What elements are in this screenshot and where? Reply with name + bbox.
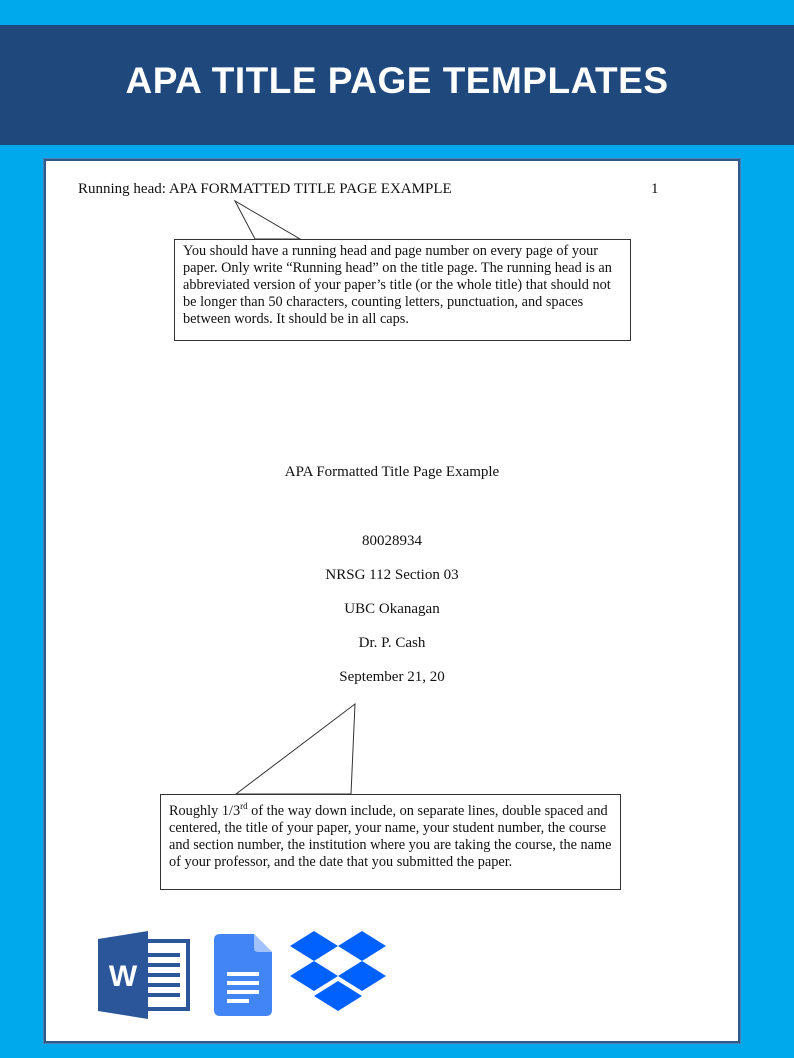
running-head: Running head: APA FORMATTED TITLE PAGE EXAMPLE bbox=[78, 181, 452, 197]
dropbox-icon[interactable] bbox=[290, 929, 386, 1021]
word-glyph: W bbox=[108, 960, 138, 993]
callout-running-head bbox=[174, 239, 631, 341]
page-number: 1 bbox=[651, 181, 659, 197]
google-docs-icon[interactable] bbox=[214, 934, 274, 1016]
course-section: NRSG 112 Section 03 bbox=[325, 567, 459, 583]
institution: UBC Okanagan bbox=[344, 601, 440, 617]
page-title: APA TITLE PAGE TEMPLATES bbox=[125, 60, 669, 101]
document-preview bbox=[44, 159, 740, 1043]
callout-title-info bbox=[160, 794, 621, 890]
callout-running-head-text: You should have a running head and page number on every page of your paper. Only write “Running head” on the title page. The running head is an abbreviated version of your paper’s title (or the whole title) that should not be longer than 50 characters, counting letters, punctuation, and spaces between words. It should be in all caps. bbox=[183, 243, 612, 327]
paper-title: APA Formatted Title Page Example bbox=[284, 464, 500, 480]
submission-date: September 21, 20 bbox=[339, 669, 445, 685]
student-number: 80028934 bbox=[362, 533, 422, 549]
callout-bottom-pointer bbox=[236, 704, 355, 794]
callout-top-pointer bbox=[235, 201, 300, 239]
professor: Dr. P. Cash bbox=[358, 635, 426, 651]
callout-title-info-text: Roughly 1/3rd of the way down include, on separate lines, double spaced and centered, the title of your paper, your name, your student number, the course and section number, the institution where you are taking the course, the name of your professor, and the date that you submitted the paper. bbox=[169, 801, 612, 870]
word-icon[interactable] bbox=[96, 931, 192, 1019]
